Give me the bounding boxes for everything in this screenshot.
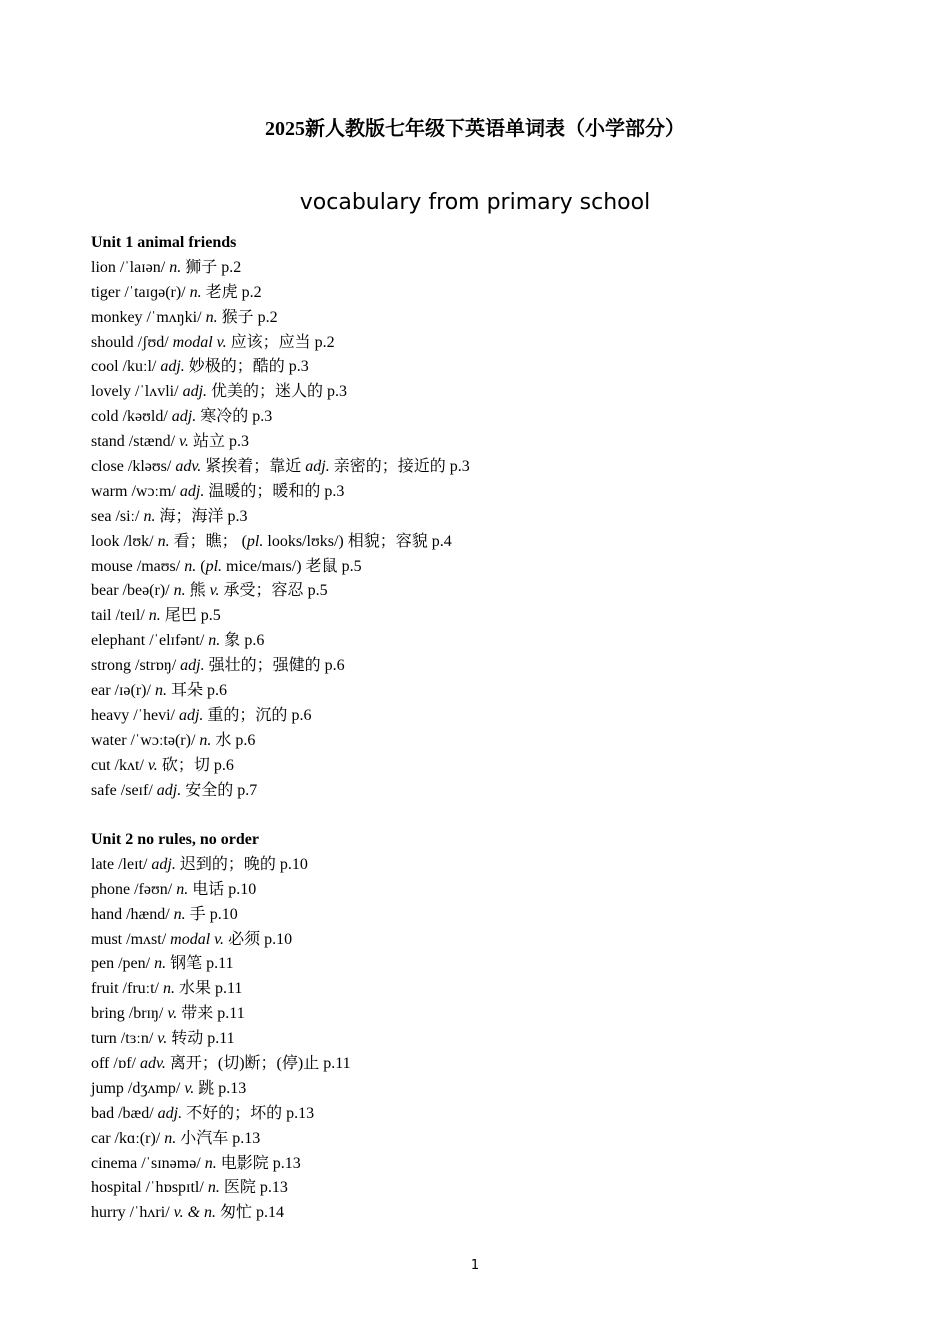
vocab-ipa: /siː/: [115, 507, 140, 525]
page-ref: p.3: [449, 458, 470, 476]
page-ref: p.2: [241, 283, 262, 301]
vocab-meaning: 看；瞧；: [169, 532, 238, 550]
page-ref: p.11: [217, 1005, 245, 1023]
part-of-speech: n.: [169, 258, 182, 276]
vocab-meaning: 带来: [177, 1005, 214, 1023]
unit-heading: Unit 2 no rules, no order: [91, 831, 259, 848]
part-of-speech: v. & n.: [173, 1204, 217, 1222]
vocab-ipa: /ˈlaɪən/: [119, 258, 166, 276]
vocab-entry: [91, 1201, 891, 1226]
page-ref: p.5: [341, 557, 362, 575]
vocab-entry: [91, 505, 891, 530]
vocab-ipa: /ˈlʌvli/: [135, 383, 179, 401]
page-ref: p.11: [207, 1030, 235, 1048]
vocab-word: water: [91, 731, 127, 749]
vocab-word: stand: [91, 433, 125, 451]
vocab-entry: [91, 1027, 891, 1052]
vocab-word: lovely: [91, 383, 131, 401]
vocab-meaning: 跳: [194, 1079, 215, 1097]
vocab-meaning: 重的；沉的: [203, 706, 288, 724]
vocab-word: monkey: [91, 308, 143, 326]
page-ref: p.3: [227, 507, 248, 525]
vocab-ipa: /pen/: [118, 955, 151, 973]
vocab-word: car: [91, 1129, 111, 1147]
vocab-entry: [91, 430, 891, 455]
part-of-speech: n.: [173, 905, 186, 923]
part-of-speech: adj.: [171, 408, 197, 426]
page-number: 1: [470, 1258, 480, 1273]
vocab-meaning-2: ) 相貌；容貌: [338, 532, 428, 550]
page-ref: p.14: [256, 1204, 285, 1222]
vocab-entry: [91, 306, 891, 331]
unit-2-section: [91, 828, 891, 1226]
part-of-speech: n.: [207, 1179, 220, 1197]
vocab-entry: [91, 380, 891, 405]
vocab-entry: [91, 754, 891, 779]
vocab-word: turn: [91, 1030, 117, 1048]
page-ref: p.10: [228, 880, 257, 898]
vocab-word: look: [91, 532, 120, 550]
plural-form: looks/lʊks/: [263, 532, 339, 550]
part-of-speech: n.: [162, 980, 175, 998]
vocab-word: heavy: [91, 706, 130, 724]
vocab-entry: [91, 1102, 891, 1127]
vocab-entry: [91, 878, 891, 903]
vocab-entry: [91, 779, 891, 804]
vocab-ipa: /stænd/: [128, 433, 176, 451]
vocab-ipa: /fruːt/: [122, 980, 159, 998]
page-ref: p.3: [228, 433, 249, 451]
vocab-entry: [91, 256, 891, 281]
vocab-word: jump: [91, 1079, 124, 1097]
vocab-meaning: 尾巴: [160, 607, 197, 625]
vocab-entry: [91, 1002, 891, 1027]
vocab-entry: look /lʊk/ n. 看；瞧； (pl. looks/lʊks/) 相貌；容貌 p.4: [91, 532, 452, 550]
vocab-meaning: 转动: [167, 1030, 204, 1048]
part-of-speech: v.: [179, 433, 189, 451]
vocab-entry: [91, 555, 891, 580]
page-ref: p.2: [221, 258, 242, 276]
page-ref: p.11: [215, 980, 243, 998]
vocab-word: cool: [91, 358, 119, 376]
vocab-word: bring: [91, 1005, 125, 1023]
vocab-ipa: /kləʊs/: [127, 458, 172, 476]
vocab-ipa: /beə(r)/: [122, 582, 170, 600]
part-of-speech: n.: [189, 283, 202, 301]
unit-heading: Unit 1 animal friends: [91, 234, 237, 251]
vocab-word: must: [91, 930, 123, 948]
page-ref: p.10: [264, 930, 293, 948]
page-ref: p.6: [291, 706, 312, 724]
vocab-meaning: 砍；切: [157, 756, 210, 774]
part-of-speech: adj.: [151, 855, 176, 873]
vocab-word: hospital: [91, 1179, 142, 1197]
plural-label: pl.: [205, 557, 223, 575]
page-ref: p.6: [244, 632, 265, 650]
vocab-meaning: 老虎: [201, 283, 238, 301]
part-of-speech: n.: [143, 507, 156, 525]
part-of-speech: v.: [167, 1005, 178, 1023]
part-of-speech: n.: [184, 557, 197, 575]
vocab-entry: [91, 977, 891, 1002]
unit-1-section: [91, 231, 891, 803]
vocab-ipa: /tɜːn/: [120, 1030, 154, 1048]
vocab-meaning: 海；海洋: [155, 507, 224, 525]
vocab-word: lion: [91, 258, 116, 276]
vocab-ipa: /seɪf/: [120, 781, 153, 799]
vocab-word: ear: [91, 682, 111, 700]
part-of-speech: n.: [208, 632, 221, 650]
vocab-word: close: [91, 458, 124, 476]
vocab-meaning: 不好的；坏的: [182, 1104, 283, 1122]
vocab-word: cold: [91, 408, 119, 426]
vocab-word: should: [91, 333, 134, 351]
vocab-ipa: /ʃʊd/: [137, 333, 169, 351]
page-ref: p.10: [209, 905, 238, 923]
vocab-meaning: 狮子: [181, 258, 218, 276]
vocab-entry: [91, 579, 891, 604]
page-ref: p.11: [206, 955, 234, 973]
part-of-speech: adj.: [157, 1104, 183, 1122]
part-of-speech: n.: [154, 682, 167, 700]
vocab-ipa: /kʌt/: [114, 756, 144, 774]
page-ref: p.5: [200, 607, 221, 625]
vocab-meaning: 紧挨着；靠近: [201, 458, 302, 476]
vocab-list: [91, 256, 891, 804]
vocab-entry: [91, 455, 891, 480]
vocab-meaning: 耳朵: [166, 682, 203, 700]
vocab-word: tiger: [91, 283, 121, 301]
vocab-entry: [91, 654, 891, 679]
vocab-ipa: /bæd/: [118, 1104, 154, 1122]
vocab-meaning: 钢笔: [166, 955, 203, 973]
page-ref: p.13: [286, 1104, 315, 1122]
page-ref: p.11: [323, 1055, 351, 1073]
vocab-ipa: /strɒŋ/: [135, 657, 177, 675]
vocab-word: hand: [91, 905, 123, 923]
page-ref: p.6: [206, 682, 227, 700]
page-ref: p.6: [324, 657, 345, 675]
part-of-speech: n.: [176, 880, 189, 898]
vocab-ipa: /ˈsɪnəmə/: [141, 1154, 201, 1172]
vocab-meaning: 象: [220, 632, 241, 650]
vocab-meaning: 优美的；迷人的: [207, 383, 324, 401]
vocab-entry: [91, 928, 891, 953]
vocab-ipa: /maʊs/: [136, 557, 181, 575]
vocab-ipa: /ˈhʌri/: [129, 1204, 170, 1222]
vocab-entry: [91, 679, 891, 704]
vocab-word: off: [91, 1055, 110, 1073]
vocab-ipa: /ˈwɔːtə(r)/: [130, 731, 196, 749]
vocab-ipa: /leɪt/: [118, 855, 148, 873]
page-ref: p.3: [327, 383, 348, 401]
vocab-ipa: /hænd/: [126, 905, 170, 923]
page-ref: p.5: [307, 582, 328, 600]
page-ref: p.7: [237, 781, 258, 799]
part-of-speech: n.: [173, 582, 186, 600]
vocab-ipa: /kəʊld/: [122, 408, 168, 426]
vocab-word: tail: [91, 607, 112, 625]
page-title: 2025新人教版七年级下英语单词表（小学部分）: [265, 118, 685, 140]
vocab-meaning: 离开；(切)断；(停)止: [165, 1055, 320, 1073]
part-of-speech: adj.: [156, 781, 182, 799]
vocab-ipa: /ɒf/: [113, 1055, 136, 1073]
page-ref: p.2: [314, 333, 335, 351]
page-ref: p.3: [324, 482, 345, 500]
vocab-meaning-2: 承受；容忍: [219, 582, 304, 600]
vocab-word: cut: [91, 756, 111, 774]
part-of-speech: n.: [205, 308, 218, 326]
vocab-word: elephant: [91, 632, 146, 650]
part-of-speech: n.: [164, 1129, 177, 1147]
part-of-speech: v.: [157, 1030, 168, 1048]
part-of-speech: n.: [199, 731, 212, 749]
vocab-ipa: /ˈhevi/: [133, 706, 175, 724]
vocab-meaning: 应该；应当: [226, 333, 311, 351]
part-of-speech: n.: [157, 532, 170, 550]
vocab-meaning: 小汽车: [176, 1129, 229, 1147]
part-of-speech: adj.: [180, 657, 205, 675]
part-of-speech: v.: [184, 1079, 195, 1097]
vocab-ipa: /kɑː(r)/: [114, 1129, 161, 1147]
part-of-speech: n.: [204, 1154, 217, 1172]
vocab-word: bad: [91, 1104, 115, 1122]
vocab-ipa: /dʒʌmp/: [127, 1079, 181, 1097]
part-of-speech: modal v.: [172, 333, 227, 351]
vocab-entry: [91, 629, 891, 654]
part-of-speech: n.: [154, 955, 167, 973]
part-of-speech: adj.: [182, 383, 208, 401]
vocab-ipa: /teɪl/: [115, 607, 145, 625]
vocab-entry: [91, 331, 891, 356]
page-ref: p.13: [218, 1079, 247, 1097]
page-ref: p.13: [259, 1179, 288, 1197]
page-ref: p.10: [279, 855, 308, 873]
vocab-meaning: (: [196, 557, 206, 575]
vocab-meaning-2: ) 老鼠: [296, 557, 338, 575]
page-ref: p.13: [272, 1154, 301, 1172]
vocab-entry: [91, 1176, 891, 1201]
vocab-entry: [91, 405, 891, 430]
part-of-speech: adv.: [175, 458, 202, 476]
part-of-speech-2: v.: [209, 582, 220, 600]
vocab-ipa: /ɪə(r)/: [114, 682, 151, 700]
vocab-meaning: 强壮的；强健的: [204, 657, 321, 675]
vocab-meaning: 匆忙: [216, 1204, 253, 1222]
vocab-entry: [91, 604, 891, 629]
part-of-speech: adv.: [139, 1055, 166, 1073]
vocab-word: bear: [91, 582, 119, 600]
vocab-entry: [91, 704, 891, 729]
vocab-meaning: 温暖的；暖和的: [204, 482, 321, 500]
page-ref: p.6: [235, 731, 256, 749]
vocab-entry: [91, 903, 891, 928]
vocab-meaning: 迟到的；晚的: [175, 855, 276, 873]
vocab-word: mouse: [91, 557, 133, 575]
vocab-meaning: 站立: [188, 433, 225, 451]
vocab-ipa: /kuːl/: [122, 358, 157, 376]
part-of-speech: v.: [147, 756, 158, 774]
part-of-speech: adj.: [178, 706, 204, 724]
vocab-entry: [91, 355, 891, 380]
vocab-ipa: /wɔːm/: [131, 482, 176, 500]
vocab-ipa: /mʌst/: [126, 930, 167, 948]
vocab-entry: [91, 1127, 891, 1152]
vocab-ipa: /fəʊn/: [134, 880, 173, 898]
vocab-entry: [91, 1052, 891, 1077]
vocab-entry: [91, 281, 891, 306]
vocab-word: phone: [91, 880, 131, 898]
part-of-speech: adj.: [179, 482, 205, 500]
vocab-meaning: 电话: [188, 880, 225, 898]
part-of-speech: modal v.: [170, 930, 225, 948]
vocab-word: fruit: [91, 980, 119, 998]
vocab-ipa: /brɪŋ/: [128, 1005, 164, 1023]
vocab-word: strong: [91, 657, 131, 675]
vocab-meaning: 熊: [185, 582, 206, 600]
page-ref: p.3: [288, 358, 309, 376]
vocab-word: warm: [91, 482, 128, 500]
vocab-entry: [91, 480, 891, 505]
vocab-ipa: /ˈelɪfənt/: [149, 632, 205, 650]
vocab-entry: [91, 853, 891, 878]
vocab-meaning: 寒冷的: [196, 408, 249, 426]
plural-label: pl.: [246, 532, 264, 550]
vocab-meaning-2: 亲密的；接近的: [329, 458, 446, 476]
vocab-meaning: 手: [185, 905, 206, 923]
part-of-speech: adj.: [160, 358, 185, 376]
part-of-speech: n.: [148, 607, 161, 625]
vocab-ipa: /ˈhɒspɪtl/: [145, 1179, 204, 1197]
page-ref: p.3: [252, 408, 273, 426]
vocab-meaning: 必须: [224, 930, 261, 948]
vocab-meaning: 安全的: [181, 781, 234, 799]
vocab-entry: [91, 952, 891, 977]
vocab-entry: [91, 729, 891, 754]
vocab-meaning: 医院: [219, 1179, 256, 1197]
plural-form: mice/maɪs/: [222, 557, 297, 575]
vocab-meaning: 电影院: [216, 1154, 269, 1172]
vocab-meaning: 猴子: [217, 308, 254, 326]
vocab-entry: [91, 1077, 891, 1102]
vocab-word: late: [91, 855, 115, 873]
vocab-word: pen: [91, 955, 115, 973]
page-subtitle: vocabulary from primary school: [299, 190, 651, 215]
vocab-word: safe: [91, 781, 117, 799]
vocab-meaning: 水果: [174, 980, 211, 998]
vocab-ipa: /lʊk/: [123, 532, 154, 550]
page-ref: p.4: [431, 532, 452, 550]
vocab-list: [91, 853, 891, 1226]
vocab-word: cinema: [91, 1154, 138, 1172]
page-ref: p.6: [213, 756, 234, 774]
vocab-word: hurry: [91, 1204, 126, 1222]
vocab-word: sea: [91, 507, 112, 525]
part-of-speech-2: adj.: [305, 458, 330, 476]
vocab-ipa: /ˈtaɪɡə(r)/: [124, 283, 186, 301]
page-ref: p.13: [232, 1129, 261, 1147]
vocab-entry: [91, 1152, 891, 1177]
vocab-meaning: 妙极的；酷的: [184, 358, 285, 376]
vocab-meaning: 水: [211, 731, 232, 749]
page-ref: p.2: [257, 308, 278, 326]
vocab-ipa: /ˈmʌŋki/: [146, 308, 202, 326]
